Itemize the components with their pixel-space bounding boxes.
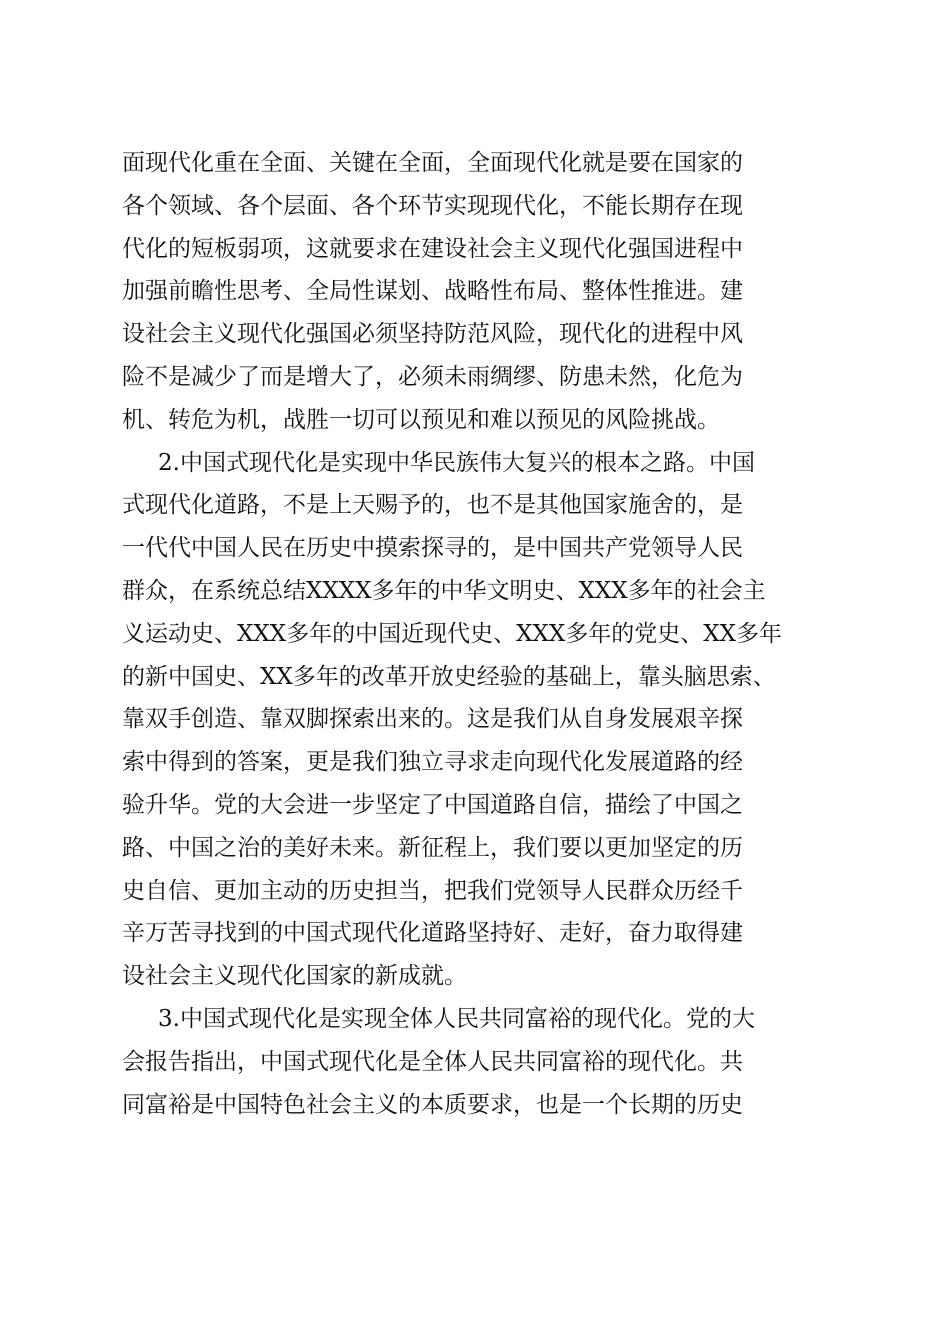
text-line: 义运动史、XXX多年的中国近现代史、XXX多年的党史、XX多年 <box>122 620 782 647</box>
text-line: 的新中国史、XX多年的改革开放史经验的基础上，靠头脑思索、 <box>122 663 776 690</box>
text-line: 辛万苦寻找到的中国式现代化道路坚持好、走好，奋力取得建 <box>122 920 743 947</box>
paragraph-3-start: 3.中国式现代化是实现全体人民共同富裕的现代化。党的大 <box>158 1005 755 1032</box>
text-line: 群众，在系统总结XXXX多年的中华文明史、XXX多年的社会主 <box>122 577 766 604</box>
text-line: 设社会主义现代化国家的新成就。 <box>122 963 467 990</box>
text-line: 史自信、更加主动的历史担当，把我们党领导人民群众历经千 <box>122 877 743 904</box>
text-line: 面现代化重在全面、关键在全面，全面现代化就是要在国家的 <box>122 150 743 176</box>
text-line: 路、中国之治的美好未来。新征程上，我们要以更加坚定的历 <box>122 834 743 861</box>
body-text <box>122 142 832 1126</box>
text-line: 机、转危为机，战胜一切可以预见和难以预见的风险挑战。 <box>122 406 720 433</box>
paragraph-2-start: 2.中国式现代化是实现中华民族伟大复兴的根本之路。中国 <box>158 449 755 476</box>
text-line: 靠双手创造、靠双脚探索出来的。这是我们从自身发展艰辛探 <box>122 706 743 733</box>
text-line: 代化的短板弱项，这就要求在建设社会主义现代化强国进程中 <box>122 235 743 262</box>
text-line: 各个领域、各个层面、各个环节实现现代化，不能长期存在现 <box>122 192 743 219</box>
text-line: 会报告指出，中国式现代化是全体人民共同富裕的现代化。共 <box>122 1048 743 1075</box>
text-line: 同富裕是中国特色社会主义的本质要求，也是一个长期的历史 <box>122 1091 743 1118</box>
text-line: 加强前瞻性思考、全局性谋划、战略性布局、整体性推进。建 <box>122 278 743 305</box>
text-line: 一代代中国人民在历史中摸索探寻的，是中国共产党领导人民 <box>122 535 743 562</box>
text-line: 验升华。党的大会进一步坚定了中国道路自信，描绘了中国之 <box>122 791 743 818</box>
text-line: 索中得到的答案，更是我们独立寻求走向现代化发展道路的经 <box>122 749 743 776</box>
text-line: 险不是减少了而是增大了，必须未雨绸缪、防患未然，化危为 <box>122 363 743 390</box>
text-line: 式现代化道路，不是上天赐予的，也不是其他国家施舍的，是 <box>122 492 743 519</box>
text-line: 设社会主义现代化强国必须坚持防范风险，现代化的进程中风 <box>122 321 743 348</box>
